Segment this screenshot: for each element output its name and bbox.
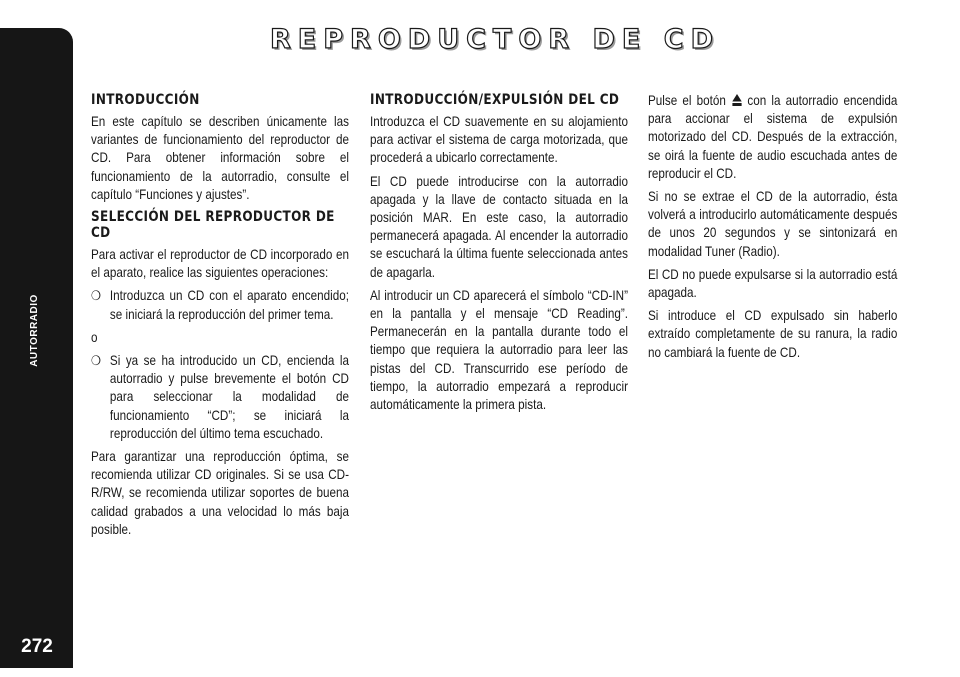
paragraph-eject-3: El CD no puede expulsarse si la autorradio está apagada. — [648, 266, 898, 301]
bullet-circle-icon: ❍ — [91, 353, 102, 369]
paragraph-eject — [648, 92, 897, 183]
page-number: 272 — [21, 636, 53, 657]
eject-text-before: Pulse el botón — [648, 93, 726, 108]
eject-icon — [732, 94, 741, 106]
list-item-text: Introduzca un CD con el aparato encendido; se iniciará la reproducción del primer tema. — [109, 288, 349, 322]
page-title: REPRODUCTOR DE CD — [270, 24, 720, 55]
paragraph-eject-2: Si no se extrae el CD de la autorradio, ésta volverá a introducirlo automáticamente después de unos 20 segundos y se sintonizará en modalidad Tuner (Radio). — [648, 189, 898, 259]
heading-seleccion: SELECCIÓN DEL REPRODUCTOR DE CD — [91, 209, 335, 242]
list-item-text: Si ya se ha introducido un CD, encienda la autorradio y pulse brevemente el botón CD para seleccionar la modalidad de funcionamiento “CD”; se iniciará la reproducción del último tema escuchado. — [109, 353, 349, 441]
heading-introduccion: INTRODUCCIÓN — [91, 92, 200, 108]
column-2 — [370, 92, 628, 419]
paragraph-eject-4: Si introduce el CD expulsado sin haberlo extraído completamente de su ranura, la radio no cambiará la fuente de CD. — [648, 308, 898, 360]
or-text: o — [91, 329, 98, 345]
section-label: AUTORRADIO — [28, 293, 40, 367]
paragraph-insert-3: Al introducir un CD aparecerá el símbolo “CD-IN” en la pantalla y el mensaje “CD Reading”. Permanecerán en la pantalla durante todo el tiempo que requiera la autorradio para leer las pistas del CD. Transcurrido ese período de tiempo, la autorradio empezará a reproducir automáticamente la primera pista. — [370, 287, 628, 413]
paragraph-intro: En este capítulo se describen únicamente las variantes de funcionamiento del reproductor de CD. Para obtener información sobre el funcionamiento de la autorradio, consulte el capítulo “Funciones y ajustes”. — [91, 114, 349, 202]
paragraph-select: Para activar el reproductor de CD incorporado en el aparato, realice las siguientes operaciones: — [91, 247, 349, 281]
paragraph-insert-2: El CD puede introducirse con la autorradio apagada y la llave de contacto situada en la posición MAR. En este caso, la autorradio permanecerá apagada. Al encender la autorradio se escuchará la última fuente seleccionada antes de apagarla. — [370, 173, 628, 280]
eject-text-after: con la autorradio encendida para accionar el sistema de expulsión motorizado del CD. Después de la extracción, se oirá la fuente de audio escuchada antes de reproducir el CD. — [648, 93, 898, 181]
paragraph-quality: Para garantizar una reproducción óptima, se recomienda utilizar CD originales. Si se usa CD-R/RW, se recomienda utilizar soportes de buena calidad grabados a una velocidad lo más baja posible. — [91, 449, 349, 537]
list-item — [91, 287, 349, 323]
paragraph-insert-1: Introduzca el CD suavemente en su alojamiento para activar el sistema de carga motorizada, que procederá a ubicarlo correctamente. — [370, 114, 628, 166]
heading-introduccion-expulsion: INTRODUCCIÓN/EXPULSIÓN DEL CD — [370, 92, 620, 108]
bullet-circle-icon: ❍ — [91, 288, 102, 304]
column-3 — [648, 92, 897, 367]
column-1 — [91, 92, 349, 544]
list-item — [91, 352, 349, 443]
